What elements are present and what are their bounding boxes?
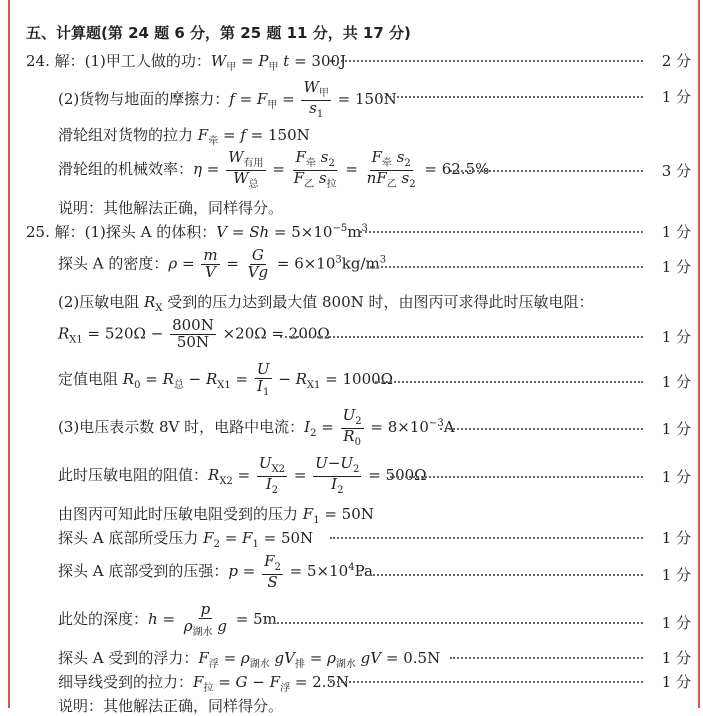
leader-dots (375, 381, 643, 383)
answer-row (0, 220, 703, 242)
answer-row (0, 406, 703, 450)
row-text: (2)压敏电阻 $R_X$ 受到的压力达到最大值 800N 时，由图丙可求得此时压敏电阻： (58, 293, 594, 314)
leader-dots (360, 574, 643, 576)
leader-dots (370, 266, 643, 268)
answer-row (0, 454, 703, 498)
answer-row (0, 360, 703, 402)
answer-row (0, 646, 703, 668)
row-text: 25. 解：(1)探头 A 的体积：$V = Sh = 5\times 10^{-5}m^3$ (26, 223, 368, 241)
leader-dots (440, 428, 643, 430)
row-text: 滑轮组的机械效率：η = $\frac{W_{有用}}{W_总}$ = $\frac{F_牵 s_2}{F_乙 s_拉}$ = $\frac{F_牵 s_2}{nF_乙 s_2}$ = 62.5% (58, 148, 490, 190)
answer-row (0, 316, 703, 356)
row-text: 定值电阻 $R_0 = R_总 - R_{X1}$ = $\frac{U}{I_1}$ − $R_{X1} = 1000\Omega$ (58, 360, 394, 398)
score: 2 分 (661, 52, 691, 70)
answer-row (0, 670, 703, 692)
score: 3 分 (661, 162, 691, 180)
leader-dots (450, 657, 643, 659)
leader-dots (380, 96, 643, 98)
row-text: 探头 A 底部受到的压强：p = $\frac{F_2}{S}$ = $5\times 10^4Pa$ (58, 552, 373, 591)
row-text: 探头 A 的密度：ρ = $\frac{m}{V}$ = $\frac{G}{Vg}$ = $6\times 10^3kg/m^3$ (58, 246, 387, 281)
note-text: 说明：其他解法正确，同样得分。 (58, 697, 284, 715)
row-text: 探头 A 受到的浮力：$F_浮 = \rho_{湖水}$ $gV_排 = \rho_{湖水}$ gV = 0.5N (58, 649, 441, 670)
leader-dots (330, 60, 643, 62)
row-text: (3)电压表示数 8V 时，电路中电流：$I_2$ = $\frac{U_2}{R_0}$ = $8\times 10^{-3}A$ (58, 406, 455, 448)
row-text: 24. 解：(1)甲工人做的功：$W_甲 = P_甲$ t = 300J (26, 52, 347, 73)
score: 1 分 (661, 88, 691, 106)
row-text: (2)货物与地面的摩擦力：$f = F_甲$ = $\frac{W_甲}{s_1}$ = 150N (58, 78, 397, 120)
row-text: 此处的深度：h = $\frac{p}{\rho_{湖水} g}$ = 5m (58, 600, 277, 638)
answer-row (0, 600, 703, 644)
leader-dots (330, 681, 643, 683)
score: 1 分 (661, 649, 691, 667)
note-row (0, 196, 703, 218)
row-text: 细导线受到的拉力：$F_拉 = G - F_浮 = 2.5N$ (58, 673, 350, 694)
answer-row (0, 502, 703, 524)
row-text: 滑轮组对货物的拉力 $F_牵 = f = 150N$ (58, 126, 310, 147)
score: 1 分 (661, 420, 691, 438)
score: 1 分 (661, 614, 691, 632)
answer-row (0, 246, 703, 286)
leader-dots (390, 476, 643, 478)
row-text: 探头 A 底部所受压力 $F_2 = F_1 = 50N$ (58, 529, 314, 550)
section-header-text: 五、计算题(第 24 题 6 分，第 25 题 11 分，共 17 分) (26, 24, 411, 42)
row-text: 由图丙可知此时压敏电阻受到的压力 $F_1 = 50N$ (58, 505, 374, 526)
score: 1 分 (661, 468, 691, 486)
score: 1 分 (661, 566, 691, 584)
leader-dots (330, 537, 643, 539)
score: 1 分 (661, 328, 691, 346)
score: 1 分 (661, 373, 691, 391)
score: 1 分 (661, 223, 691, 241)
answer-row (0, 48, 703, 72)
answer-row (0, 76, 703, 120)
answer-row (0, 526, 703, 548)
note-row (0, 694, 703, 716)
leader-dots (360, 231, 643, 233)
section-header (0, 22, 703, 44)
row-text: 此时压敏电阻的阻值：$R_{X2}$ = $\frac{U_{X2}}{I_2}$ = $\frac{U-U_2}{I_2}$ = 500Ω (58, 454, 427, 496)
note-text: 说明：其他解法正确，同样得分。 (58, 199, 284, 217)
leader-dots (280, 336, 643, 338)
score: 1 分 (661, 529, 691, 547)
answer-row (0, 122, 703, 146)
score: 1 分 (661, 258, 691, 276)
score: 1 分 (661, 673, 691, 691)
answer-row (0, 148, 703, 192)
leader-dots (450, 170, 643, 172)
row-text: $R_{X1} = 520\Omega$ − $\frac{800N}{50N}$ ×20Ω = 200Ω (58, 316, 330, 351)
answer-row (0, 290, 703, 312)
leader-dots (265, 622, 643, 624)
answer-row (0, 552, 703, 596)
